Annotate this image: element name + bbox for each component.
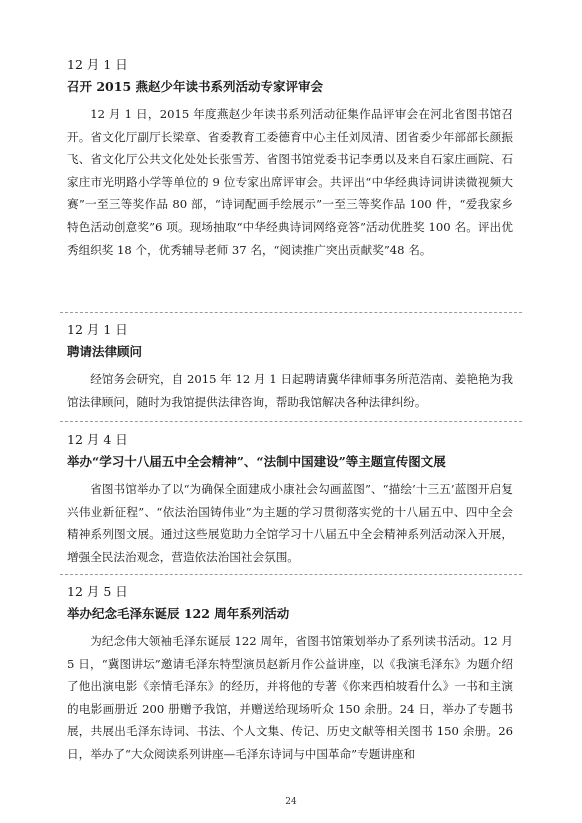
section-divider [60,574,522,575]
entry-dec-5-mao [67,584,513,766]
entry-date: 12 月 4 日 [67,432,128,447]
entry-date: 12 月 1 日 [67,57,128,72]
entry-body: 12 月 1 日，2015 年度燕赵少年读书系列活动征集作品评审会在河北省图书馆召开。省文化厅副厅长梁章、省委教育工委德育中心主任刘凤清、团省委少年部部长颜振飞、省文化厅公共文化处处长张雪芳、省图书馆党委书记李勇以及来自石家庄画院、石家庄市光明路小学等单位的 9 位专家出席评审会。共评出“中华经典诗词讲读微视频大赛”一至三等奖作品 80 部，“诗词配画手绘展示”一至三等奖作品 100 件，“爱我家乡特色活动创意奖”6 项。现场抽取“中华经典诗词网络竞答”活动优胜奖 100 名。评出优秀组织奖 18 个，优秀辅导老师 37 名，“阅读推广突出贡献奖”48 名。 [67,107,513,257]
entry-body: 为纪念伟大领袖毛泽东诞辰 122 周年，省图书馆策划举办了系列读书活动。12 月 5 日，“冀图讲坛”邀请毛泽东特型演员赵新月作公益讲座，以《我演毛泽东》为题介绍了他出演电影《亲情毛泽东》的经历，并将他的专著《你来西柏坡看什么》一书和主演的电影画册近 200 册赠予我馆，并赠送给现场听众 150 余册。24 日，举办了专题书展，共展出毛泽东诗词、书法、个人文集、传记、历史文献等相关图书 150 余册。26 日，举办了“大众阅读系列讲座—毛泽东诗词与中国革命”专题讲座和 [67,634,513,761]
entry-title: 聘请法律顾问 [67,344,143,359]
entry-dec-4-exhibition [67,432,513,568]
entry-title: 举办“学习十八届五中全会精神”、“法制中国建设”等主题宣传图文展 [67,454,446,469]
entry-date: 12 月 1 日 [67,322,128,337]
entry-title: 召开 2015 燕赵少年读书系列活动专家评审会 [67,79,323,94]
page-number: 24 [285,797,297,807]
section-divider [60,421,522,422]
section-divider [60,312,522,313]
entry-date: 12 月 5 日 [67,584,128,599]
entry-dec-1-review [67,57,513,261]
entry-dec-1-legal [67,322,513,413]
entry-body: 省图书馆举办了以“为确保全面建成小康社会勾画蓝图”、“描绘‘十三五’蓝图开启复兴伟业新征程”、“依法治国铸伟业”为主题的学习贯彻落实党的十八届五中、四中全会精神系列图文展。通过这些展览助力全馆学习十八届五中全会精神系列活动深入开展，增强全民法治观念，营造依法治国社会氛围。 [67,482,513,564]
entry-title: 举办纪念毛泽东诞辰 122 周年系列活动 [67,606,290,621]
entry-body: 经馆务会研究，自 2015 年 12 月 1 日起聘请冀华律师事务所范浩南、姜艳艳为我馆法律顾问，随时为我馆提供法律咨询，帮助我馆解决各种法律纠纷。 [67,372,513,409]
